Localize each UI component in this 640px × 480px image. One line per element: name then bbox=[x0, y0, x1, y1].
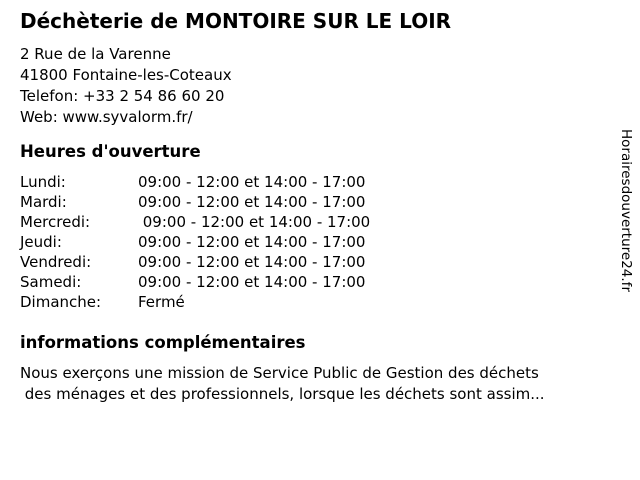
address-city: 41800 Fontaine-les-Coteaux bbox=[20, 66, 232, 84]
phone-line: Telefon: +33 2 54 86 60 20 bbox=[20, 87, 225, 105]
day-label: Jeudi: bbox=[20, 233, 62, 251]
website-line: Web: www.syvalorm.fr/ bbox=[20, 108, 193, 126]
hours-row-wednesday bbox=[20, 212, 612, 232]
day-closed-status: Fermé bbox=[138, 293, 185, 311]
day-times: 09:00 - 12:00 et 14:00 - 17:00 bbox=[138, 273, 366, 291]
additional-info-heading: informations complémentaires bbox=[20, 333, 306, 352]
watermark-vertical-brand-text: Horairesdouverture24.fr bbox=[618, 129, 634, 292]
hours-row-monday bbox=[20, 172, 612, 192]
day-label: Mardi: bbox=[20, 193, 67, 211]
day-label: Mercredi: bbox=[20, 213, 91, 231]
address-block bbox=[20, 44, 612, 128]
hours-row-sunday bbox=[20, 292, 612, 312]
page-title: Déchèterie de MONTOIRE SUR LE LOIR bbox=[20, 9, 452, 33]
hours-row-saturday bbox=[20, 272, 612, 292]
day-times: 09:00 - 12:00 et 14:00 - 17:00 bbox=[138, 213, 371, 231]
day-label: Samedi: bbox=[20, 273, 82, 291]
additional-info-text bbox=[20, 363, 612, 405]
day-times: 09:00 - 12:00 et 14:00 - 17:00 bbox=[138, 233, 366, 251]
day-times: 09:00 - 12:00 et 14:00 - 17:00 bbox=[138, 173, 366, 191]
opening-hours-table bbox=[20, 172, 612, 312]
opening-hours-heading: Heures d'ouverture bbox=[20, 142, 201, 161]
info-text-line-2: des ménages et des professionnels, lorsque les déchets sont assim... bbox=[20, 385, 545, 403]
day-times: 09:00 - 12:00 et 14:00 - 17:00 bbox=[138, 193, 366, 211]
hours-row-thursday bbox=[20, 232, 612, 252]
info-text-line-1: Nous exerçons une mission de Service Public de Gestion des déchets bbox=[20, 364, 539, 382]
day-times: 09:00 - 12:00 et 14:00 - 17:00 bbox=[138, 253, 366, 271]
day-label: Lundi: bbox=[20, 173, 66, 191]
address-street: 2 Rue de la Varenne bbox=[20, 45, 171, 63]
day-label: Vendredi: bbox=[20, 253, 92, 271]
hours-row-friday bbox=[20, 252, 612, 272]
hours-row-tuesday bbox=[20, 192, 612, 212]
day-label: Dimanche: bbox=[20, 293, 102, 311]
